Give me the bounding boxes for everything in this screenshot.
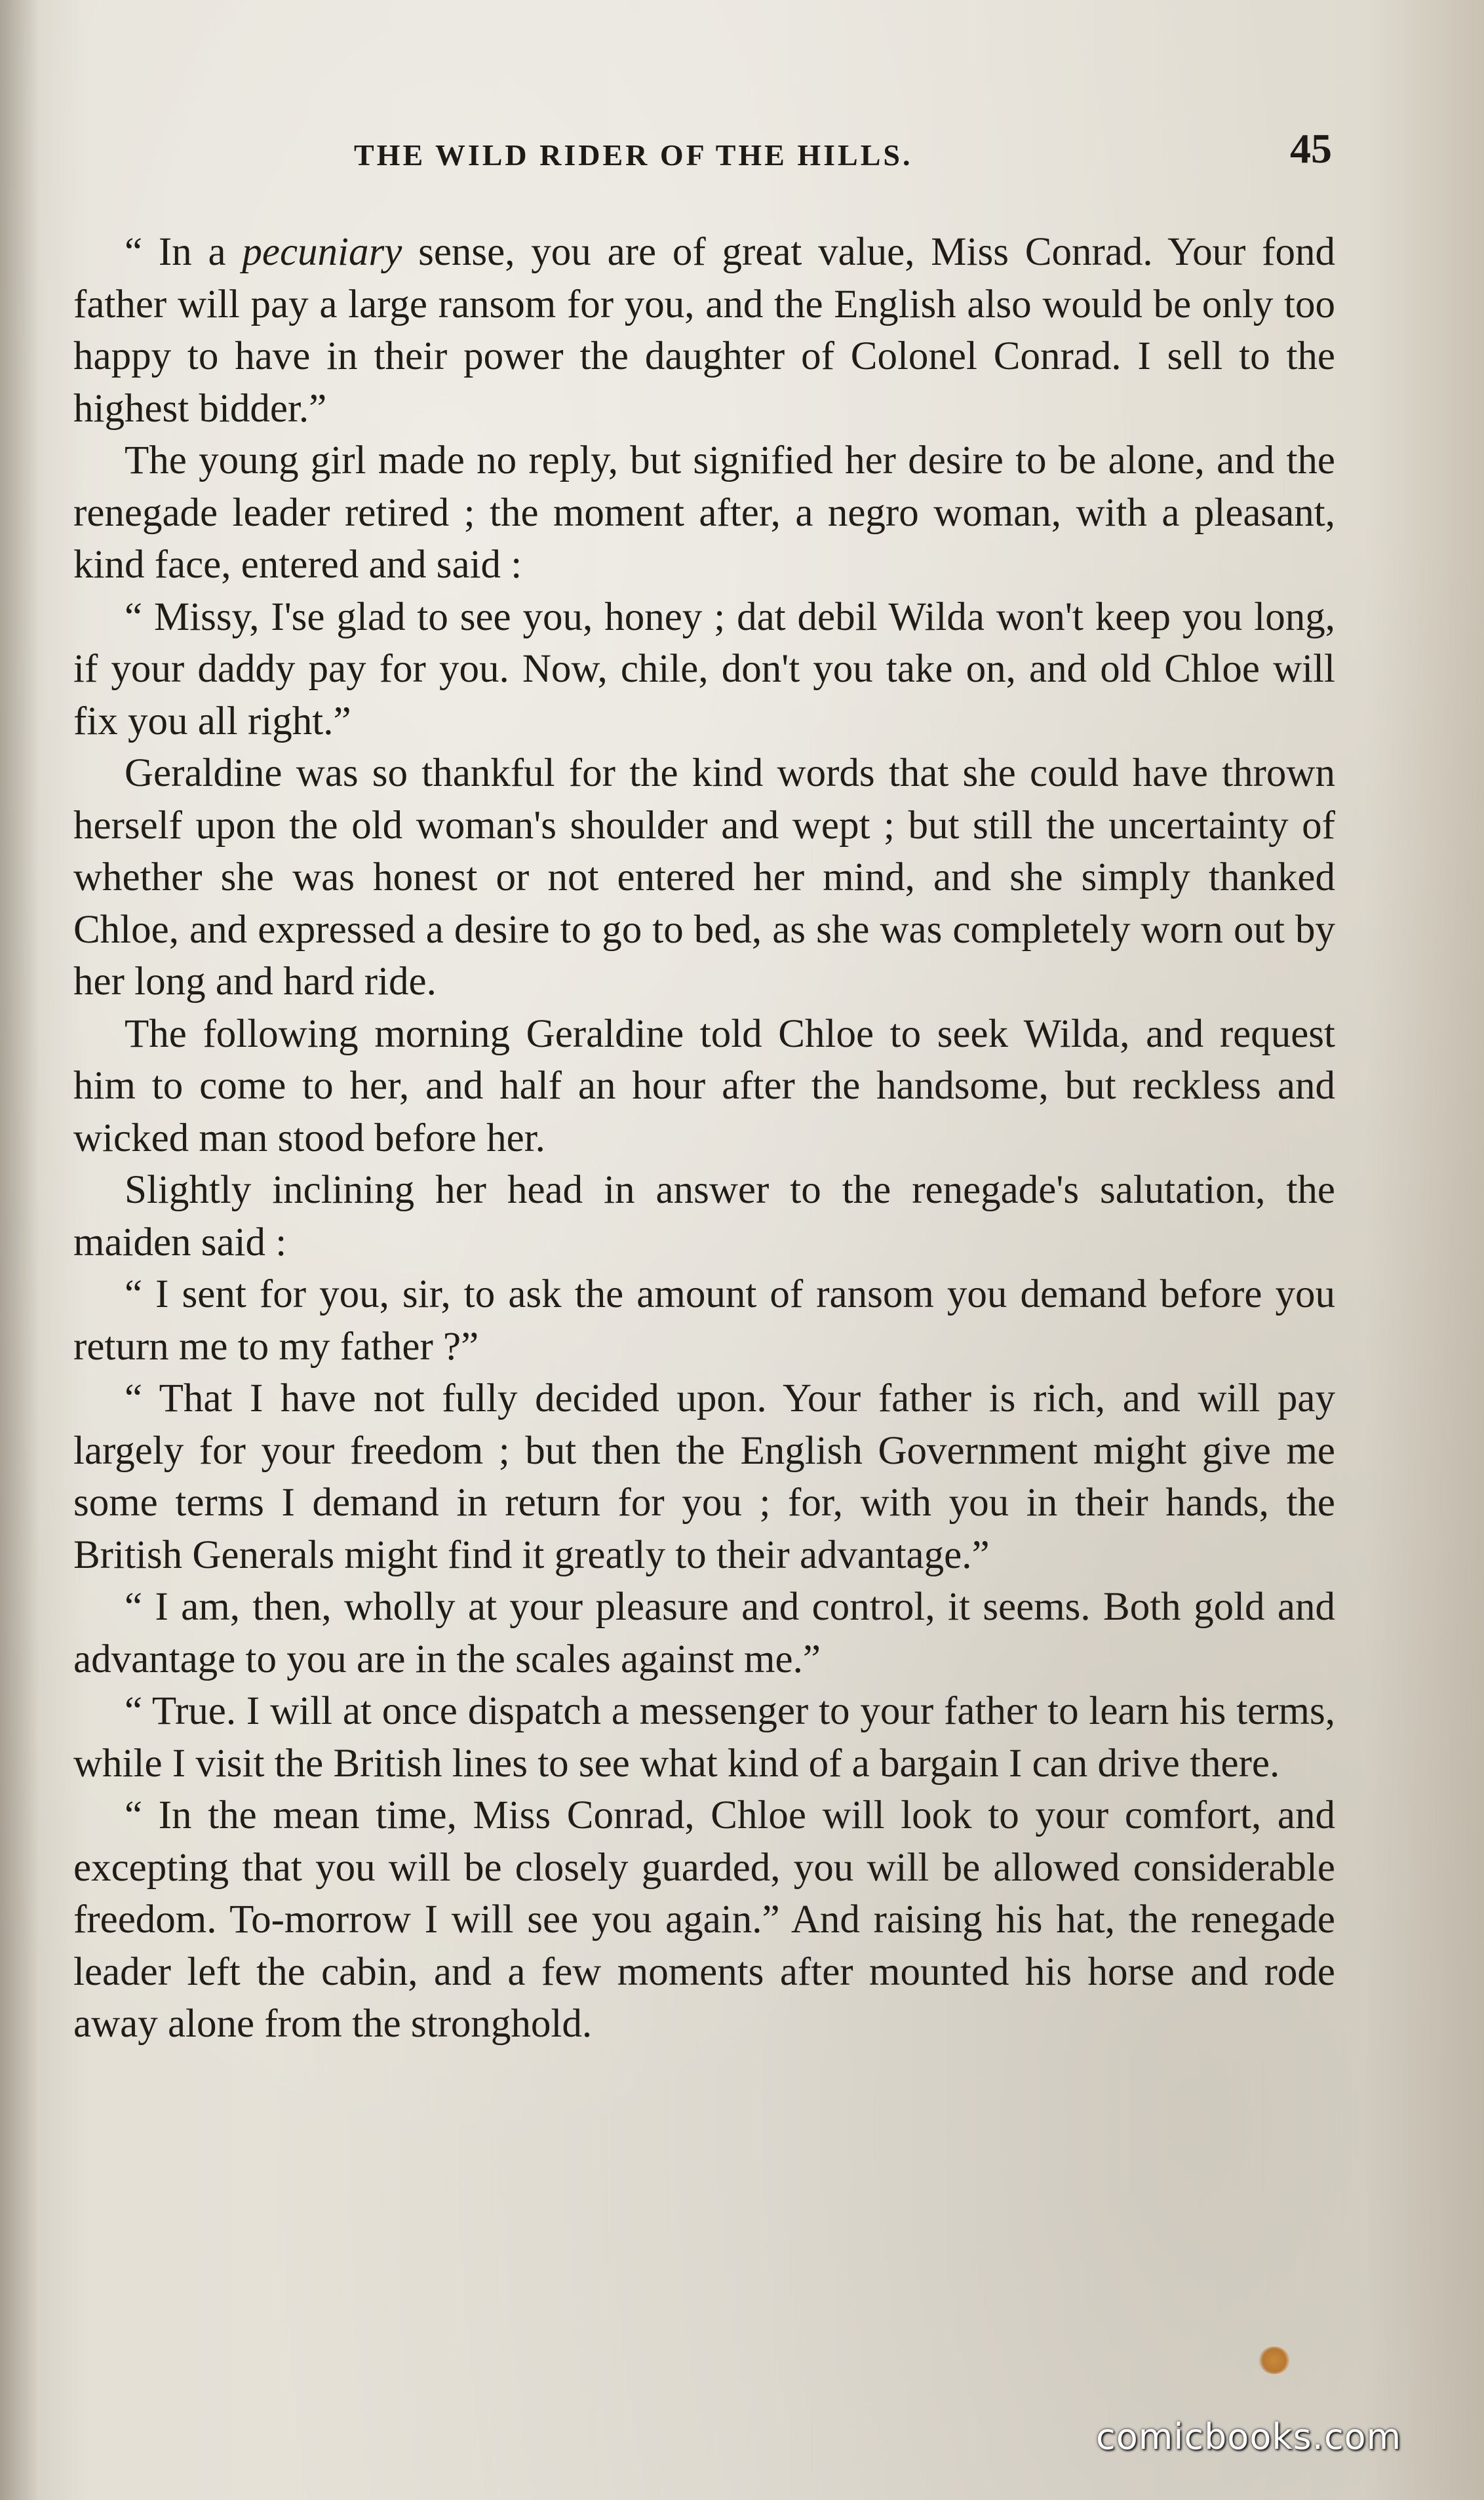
running-head <box>0 125 1484 177</box>
paragraph-10: “ True. I will at once dispatch a messenger to your father to learn his terms, while I visit the British lines to see what kind of a bargain I can drive there. <box>73 1689 1335 1786</box>
paragraph-7: “ I sent for you, sir, to ask the amount of ransom you demand before you return me to my father ?” <box>73 1272 1335 1369</box>
paragraph-6: Slightly inclining her head in answer to the renegade's salutation, the maiden said : <box>73 1168 1335 1264</box>
paragraph-4: Geraldine was so thankful for the kind words that she could have thrown herself upon the old woman's shoulder and wept ; but still the uncertainty of whether she was honest or not entered her mind, and she simply thanked Chloe, and expressed a desire to go to bed, as she was completely worn out by her long and hard ride. <box>73 751 1335 1004</box>
page-number: 45 <box>1290 125 1332 172</box>
paragraph-2: The young girl made no reply, but signified her desire to be alone, and the renegade leader retired ; the moment after, a negro woman, with a pleasant, kind face, entered and said : <box>73 439 1335 587</box>
watermark: comicbooks.com <box>1096 2416 1402 2457</box>
paragraph-5: The following morning Geraldine told Chloe to seek Wilda, and request him to come to her, and half an hour after the handsome, but reckless and wicked man stood before her. <box>73 1011 1335 1160</box>
p1-italic-word: pecuniary <box>242 230 402 274</box>
p1-open: “ In a <box>125 230 243 274</box>
page-edge-shadow <box>0 0 39 2500</box>
paragraph-11: “ In the mean time, Miss Conrad, Chloe will look to your comfort, and excepting that you will be closely guarded, you will be allowed considerable freedom. To-morrow I will see you again.” And raising his hat, the renegade leader left the cabin, and a few moments after mounted his horse and rode away alone from the stronghold. <box>73 1793 1335 2046</box>
running-title: THE WILD RIDER OF THE HILLS. <box>354 138 913 172</box>
body-text <box>73 226 1335 2050</box>
p1-rest: sense, you are of great value, Miss Conrad. Your fond father will pay a large ransom for you, and the English also would be only too happy to have in their power the daughter of Colonel Conrad. I sell to the highest bidder.” <box>73 230 1335 431</box>
paragraph-3: “ Missy, I'se glad to see you, honey ; dat debil Wilda won't keep you long, if your daddy pay for you. Now, chile, don't you take on, and old Chloe will fix you all right.” <box>73 595 1335 743</box>
paragraph-9: “ I am, then, wholly at your pleasure and control, it seems. Both gold and advantage to you are in the scales against me.” <box>73 1585 1335 1681</box>
paragraph-1 <box>73 226 1335 435</box>
paragraph-8: “ That I have not fully decided upon. Your father is rich, and will pay largely for your freedom ; but then the English Government might give me some terms I demand in return for you ; for, with you in their hands, the British Generals might find it greatly to their advantage.” <box>73 1377 1335 1577</box>
ink-stain <box>1259 2347 1290 2374</box>
